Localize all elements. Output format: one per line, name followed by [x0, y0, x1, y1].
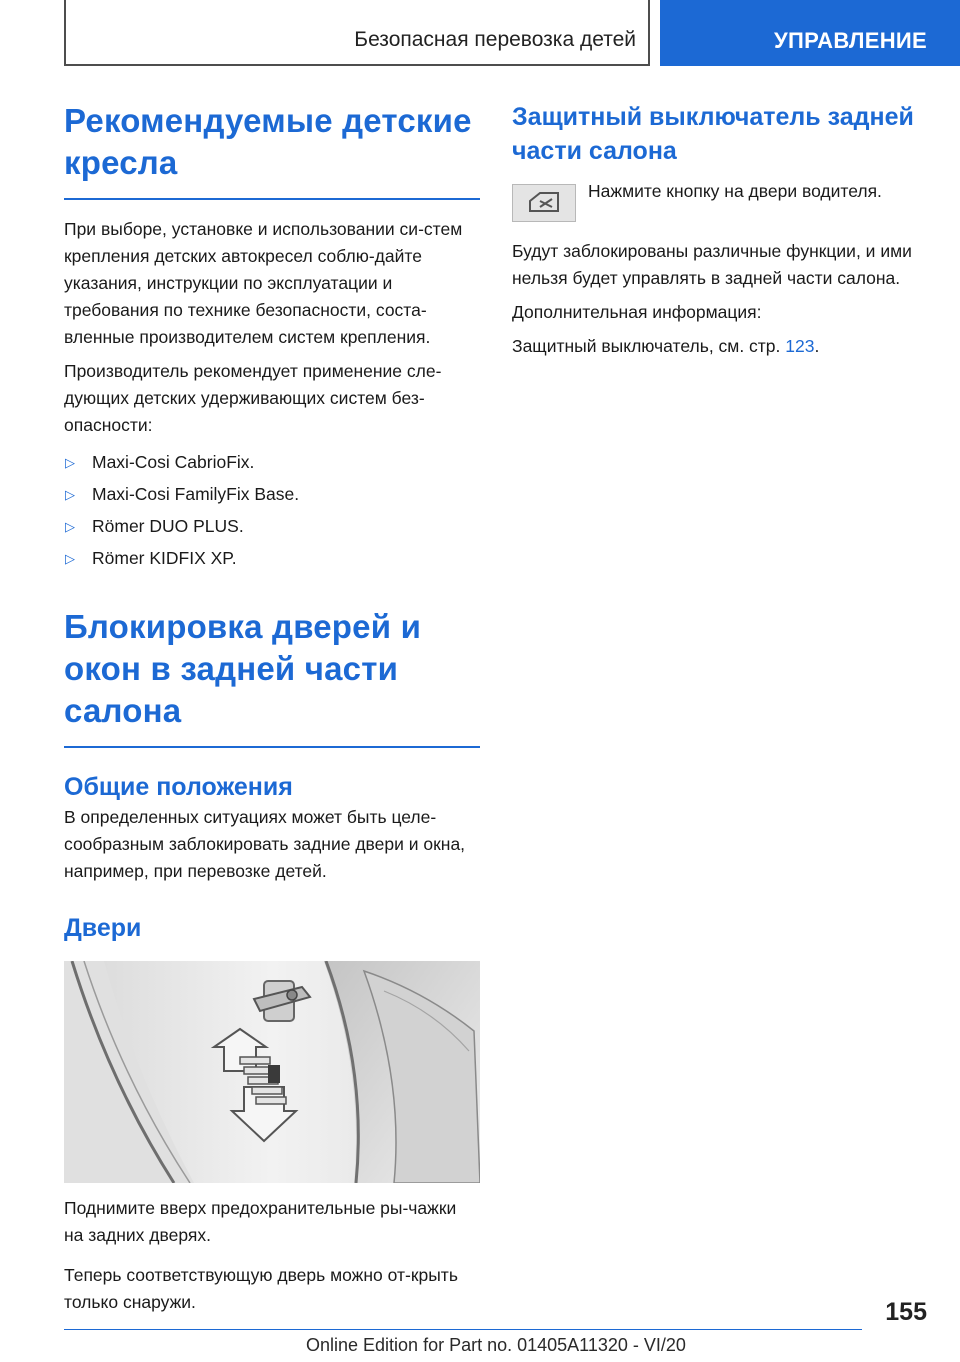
- list-item: [64, 513, 480, 540]
- heading-general: Общие положения: [64, 773, 293, 801]
- page-number: 155: [885, 1298, 927, 1326]
- list-item-text: Römer KIDFIX XP.: [92, 548, 237, 568]
- heading-rule: [64, 746, 480, 748]
- chapter-tab[interactable]: [660, 0, 960, 66]
- page-link[interactable]: 123: [785, 336, 815, 356]
- right-column: [512, 100, 928, 360]
- list-item: [64, 545, 480, 572]
- triangle-bullet-icon: ▷: [65, 487, 75, 502]
- footer-rule: [64, 1329, 862, 1330]
- paragraph-seats-intro: При выборе, установке и использовании си-стем крепления детских автокресел соблю-дайте указания, инструкции по эксплуатации и требования по технике безопасности, соста-вленные производителем систем крепления.: [64, 219, 463, 347]
- door-lock-drawing: [64, 961, 480, 1183]
- switch-instruction-text: Нажмите кнопку на двери водителя.: [588, 181, 882, 201]
- header-section-title: [64, 0, 650, 66]
- door-lock-illustration: [64, 961, 480, 1183]
- window-lock-icon: [512, 184, 576, 222]
- paragraph-blocked-functions: Будут заблокированы различные функции, и ими нельзя будет управлять в задней части салона.: [512, 241, 912, 288]
- heading-rule: [64, 198, 480, 200]
- chapter-tab-label: УПРАВЛЕНИЕ: [774, 28, 927, 53]
- seat-list: [64, 449, 480, 572]
- paragraph-general: В определенных ситуациях может быть целе-сообразным заблокировать задние двери и окна, например, при перевозке детей.: [64, 807, 466, 881]
- switch-instruction: [512, 182, 928, 222]
- paragraph-seats-recommend: Производитель рекомендует применение сле-дующих детских удерживающих систем без-опасности:: [64, 361, 442, 435]
- triangle-bullet-icon: ▷: [65, 519, 75, 534]
- caption-raise-levers: Поднимите вверх предохранительные ры-чажки на задних дверях.: [64, 1198, 457, 1245]
- heading-child-seats: Рекомендуемые детские кресла: [64, 102, 472, 181]
- cross-reference-text: Защитный выключатель, см. стр.: [512, 336, 786, 356]
- triangle-bullet-icon: ▷: [65, 455, 75, 470]
- window-lock-icon-drawing: [524, 189, 564, 217]
- cross-reference-period: .: [814, 336, 820, 356]
- list-item: [64, 449, 480, 476]
- list-item: [64, 481, 480, 508]
- heading-door-window-lock: Блокировка дверей и окон в задней части салона: [64, 608, 422, 729]
- triangle-bullet-icon: ▷: [65, 551, 75, 566]
- list-item-text: Römer DUO PLUS.: [92, 516, 244, 536]
- caption-open-outside: Теперь соответствующую дверь можно от-крыть только снаружи.: [64, 1265, 458, 1312]
- left-column: [64, 100, 480, 1316]
- section-title-text: Безопасная перевозка детей: [354, 28, 636, 51]
- heading-doors: Двери: [64, 914, 142, 942]
- paragraph-cross-reference: [512, 333, 928, 360]
- list-item-text: Maxi-Cosi CabrioFix.: [92, 452, 255, 472]
- paragraph-more-info: Дополнительная информация:: [512, 302, 762, 322]
- heading-safety-switch: Защитный выключатель задней части салона: [512, 103, 914, 165]
- list-item-text: Maxi-Cosi FamilyFix Base.: [92, 484, 300, 504]
- footer-edition: Online Edition for Part no. 01405A11320 - VI/20: [306, 1335, 686, 1355]
